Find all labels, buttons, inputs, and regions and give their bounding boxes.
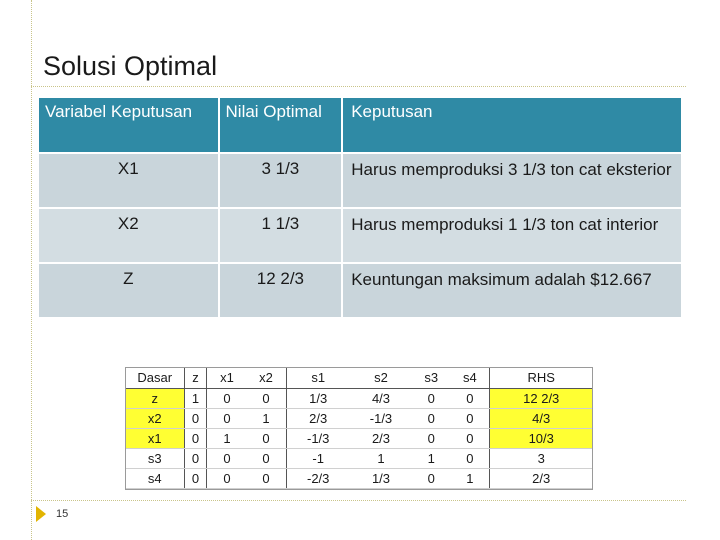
tableau-cell: -1/3 <box>350 408 412 428</box>
variable-cell: X1 <box>38 153 219 208</box>
tableau-row <box>126 468 592 488</box>
tableau-rhs-cell: 3 <box>490 448 592 468</box>
tableau-cell: 0 <box>450 408 490 428</box>
tableau-cell: 2/3 <box>350 428 412 448</box>
decision-cell: Harus memproduksi 1 1/3 ton cat interior <box>342 208 682 263</box>
tableau-cell: 1 <box>450 468 490 488</box>
tableau-cell: 0 <box>412 408 450 428</box>
solution-row <box>38 263 682 318</box>
tableau-row <box>126 448 592 468</box>
tableau-base-cell: s4 <box>126 468 184 488</box>
tableau-cell: 1/3 <box>350 468 412 488</box>
tableau-rhs-cell: 2/3 <box>490 468 592 488</box>
tableau-cell: 2/3 <box>286 408 350 428</box>
tableau-image <box>125 367 593 490</box>
tableau-cell: 0 <box>412 428 450 448</box>
tableau-cell: 0 <box>184 468 207 488</box>
tableau-cell: 1 <box>207 428 247 448</box>
tableau-cell: 1 <box>184 388 207 408</box>
tableau-cell: 0 <box>247 428 287 448</box>
tableau-cell: 0 <box>184 448 207 468</box>
left-rule <box>31 0 32 540</box>
tableau-cell: -1/3 <box>286 428 350 448</box>
tableau-cell: 0 <box>412 468 450 488</box>
solution-row <box>38 153 682 208</box>
tableau-cell: 0 <box>247 468 287 488</box>
value-cell: 12 2/3 <box>219 263 343 318</box>
value-cell: 1 1/3 <box>219 208 343 263</box>
tableau-header: z <box>184 368 207 388</box>
tableau-rhs-cell: 10/3 <box>490 428 592 448</box>
tableau-header: s2 <box>350 368 412 388</box>
value-cell: 3 1/3 <box>219 153 343 208</box>
footer-divider <box>31 500 686 501</box>
tableau-cell: -2/3 <box>286 468 350 488</box>
tableau-row <box>126 428 592 448</box>
tableau-cell: 0 <box>207 388 247 408</box>
solution-table <box>37 96 683 319</box>
tableau-base-cell: z <box>126 388 184 408</box>
header-variable: Variabel Keputusan <box>38 97 219 153</box>
tableau-cell: 1 <box>350 448 412 468</box>
tableau-cell: 0 <box>184 408 207 428</box>
tableau-header-row <box>126 368 592 388</box>
tableau-header: s1 <box>286 368 350 388</box>
tableau-base-cell: x1 <box>126 428 184 448</box>
tableau-cell: 1 <box>412 448 450 468</box>
tableau-cell: -1 <box>286 448 350 468</box>
tableau-header: x2 <box>247 368 287 388</box>
tableau-cell: 1 <box>247 408 287 428</box>
tableau-base-cell: s3 <box>126 448 184 468</box>
tableau-cell: 0 <box>247 388 287 408</box>
variable-cell: X2 <box>38 208 219 263</box>
variable-cell: Z <box>38 263 219 318</box>
tableau-row <box>126 408 592 428</box>
decision-cell: Keuntungan maksimum adalah $12.667 <box>342 263 682 318</box>
tableau-cell: 0 <box>450 388 490 408</box>
page-number: 15 <box>56 508 69 520</box>
solution-header-row <box>38 97 682 153</box>
tableau-row <box>126 388 592 408</box>
tableau-cell: 0 <box>247 448 287 468</box>
tableau-header: x1 <box>207 368 247 388</box>
tableau-header: RHS <box>490 368 592 388</box>
tableau-rhs-cell: 4/3 <box>490 408 592 428</box>
decision-cell: Harus memproduksi 3 1/3 ton cat eksterior <box>342 153 682 208</box>
simplex-tableau <box>126 368 592 489</box>
bullet-icon <box>36 506 46 522</box>
tableau-base-cell: x2 <box>126 408 184 428</box>
tableau-cell: 0 <box>207 468 247 488</box>
tableau-cell: 0 <box>184 428 207 448</box>
title-divider <box>31 86 686 87</box>
tableau-cell: 0 <box>207 408 247 428</box>
header-decision: Keputusan <box>342 97 682 153</box>
tableau-cell: 0 <box>450 428 490 448</box>
tableau-header: s3 <box>412 368 450 388</box>
tableau-cell: 1/3 <box>286 388 350 408</box>
tableau-header: s4 <box>450 368 490 388</box>
slide-title: Solusi Optimal <box>43 51 218 81</box>
tableau-cell: 0 <box>207 448 247 468</box>
tableau-cell: 0 <box>450 448 490 468</box>
header-optimal-value: Nilai Optimal <box>219 97 343 153</box>
tableau-cell: 4/3 <box>350 388 412 408</box>
tableau-rhs-cell: 12 2/3 <box>490 388 592 408</box>
tableau-header: Dasar <box>126 368 184 388</box>
tableau-cell: 0 <box>412 388 450 408</box>
solution-row <box>38 208 682 263</box>
